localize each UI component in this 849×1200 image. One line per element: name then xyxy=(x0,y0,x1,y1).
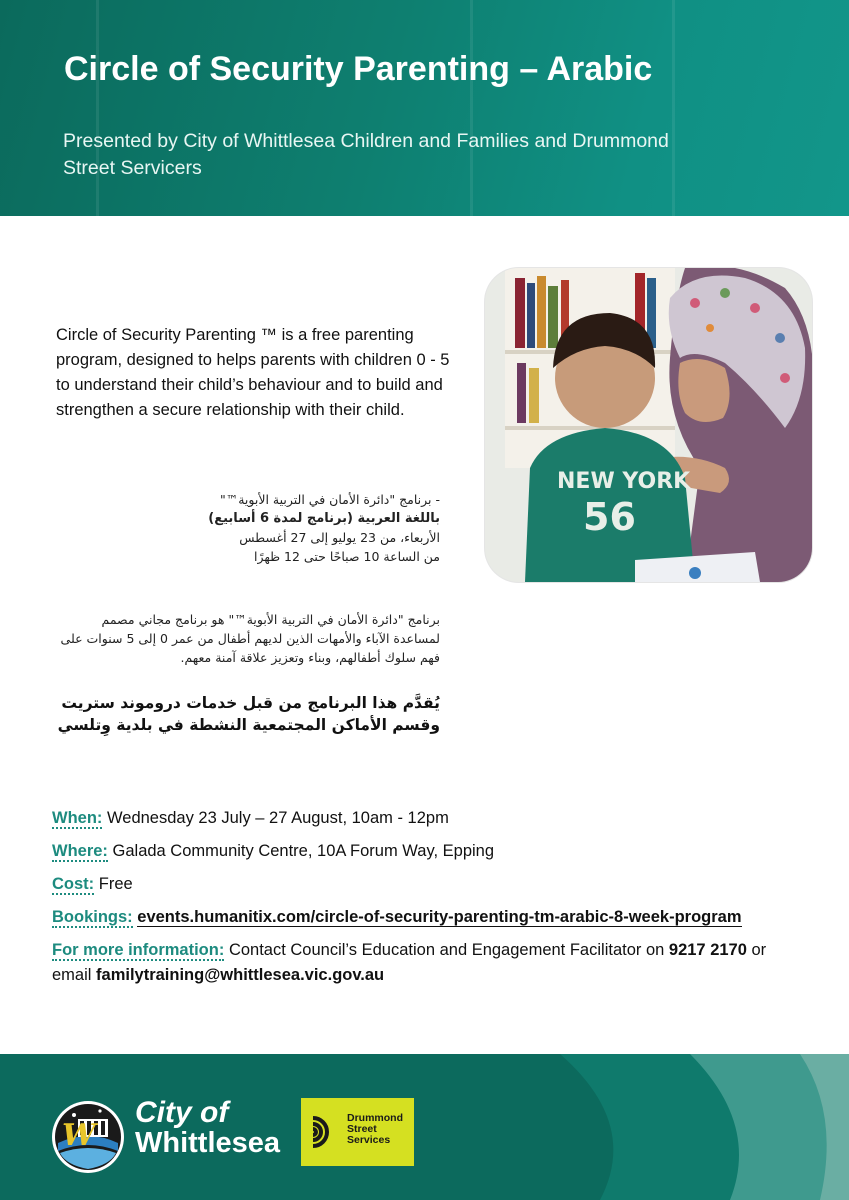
city-of-whittlesea-logo-icon xyxy=(50,1099,126,1175)
footer-decoration xyxy=(0,1054,849,1200)
where-value: Galada Community Centre, 10A Forum Way, Epping xyxy=(112,842,495,860)
more-info-email-text: or email xyxy=(52,941,767,984)
svg-text:NEW YORK: NEW YORK xyxy=(557,469,691,494)
contact-email[interactable]: familytraining@whittlesea.vic.gov.au xyxy=(96,966,385,984)
drummond-arcs-icon xyxy=(309,1114,345,1150)
arabic-description: برنامج "دائرة الأمان في التربية الأبوية™" هو برنامج مجاني مصمم لمساعدة الآباء والأمهات الذين لديهم أطفال من عمر 0 إلى 5 سنوات على فهم سلوك أطفالهم، وبناء وتعزيز علاقة آمنة معهم. xyxy=(60,612,440,665)
header-stripe xyxy=(672,0,675,216)
city-of-whittlesea-wordmark xyxy=(135,1098,280,1158)
drummond-street-services-logo xyxy=(301,1098,414,1166)
whittlesea-line2: Whittlesea xyxy=(135,1127,281,1159)
detail-more-info xyxy=(52,938,802,988)
svg-text:56: 56 xyxy=(583,495,636,539)
cost-value: Free xyxy=(98,875,133,893)
header-stripe xyxy=(470,0,473,216)
arabic-line-time: من الساعة 10 صباحًا حتى 12 ظهرًا xyxy=(253,549,440,564)
detail-where xyxy=(52,839,802,864)
detail-when xyxy=(52,806,802,831)
arabic-line-title: - برنامج "دائرة الأمان في التربية الأبوية™" xyxy=(219,492,440,507)
dss-line1: Drummond xyxy=(347,1112,403,1124)
detail-cost xyxy=(52,872,802,897)
when-value: Wednesday 23 July – 27 August, 10am - 12pm xyxy=(107,809,449,827)
more-info-label: For more information: xyxy=(52,941,225,959)
arabic-line-dates: الأربعاء، من 23 يوليو إلى 27 أغسطس xyxy=(239,530,440,545)
whittlesea-line1: City of xyxy=(135,1096,229,1129)
detail-bookings xyxy=(52,905,802,930)
footer-banner xyxy=(0,1054,849,1200)
intro-paragraph: Circle of Security Parenting ™ is a free parenting program, designed to helps parents with children 0 - 5 to understand their child’s behaviour and to build and strengthen a secure relationship with their child. xyxy=(56,326,450,419)
dss-line2: Street xyxy=(347,1123,377,1135)
arabic-presented-by: يُقدَّم هذا البرنامج من قبل خدمات دروموند ستريت وقسم الأماكن المجتمعية النشطة في بلدية وِتلسي xyxy=(57,694,440,734)
when-label: When: xyxy=(52,809,103,827)
svg-text:W: W xyxy=(62,1118,96,1153)
bookings-label: Bookings: xyxy=(52,908,133,926)
cost-label: Cost: xyxy=(52,875,95,893)
photo-illustration xyxy=(485,268,812,582)
arabic-program-summary xyxy=(55,490,440,566)
dss-line3: Services xyxy=(347,1134,391,1146)
arabic-line-language: باللغة العربية (برنامج لمدة 6 أسابيع) xyxy=(208,511,440,526)
page-subtitle: Presented by City of Whittlesea Children and Families and Drummond Street Servicers xyxy=(63,130,669,179)
header-stripe xyxy=(96,0,99,216)
where-label: Where: xyxy=(52,842,108,860)
dss-wordmark xyxy=(347,1113,403,1146)
more-info-text: Contact Council’s Education and Engagement Facilitator on xyxy=(228,941,665,959)
photo-parent-and-child xyxy=(485,268,812,582)
event-details xyxy=(52,806,802,996)
page-title: Circle of Security Parenting – Arabic xyxy=(64,50,653,88)
contact-phone[interactable]: 9217 2170 xyxy=(668,941,747,959)
bookings-link[interactable]: events.humanitix.com/circle-of-security-parenting-tm-arabic-8-week-program xyxy=(137,908,742,926)
header-banner xyxy=(0,0,849,216)
